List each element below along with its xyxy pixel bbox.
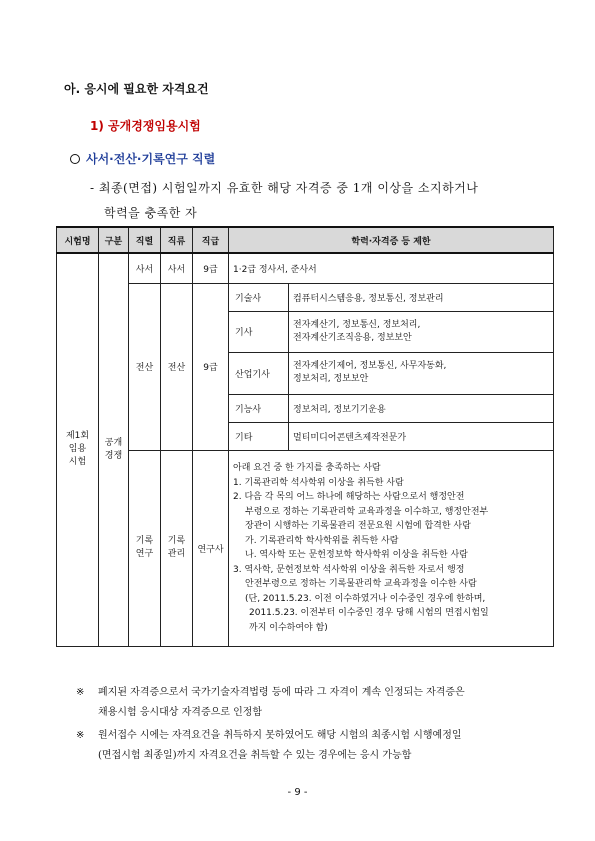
librarian-requirement: 1·2급 정사서, 준사서 [229, 253, 554, 283]
reference-mark-icon: ※ [76, 687, 85, 698]
circle-bullet-icon [70, 154, 80, 164]
section-heading: 아. 응시에 필요한 자격요건 [64, 82, 209, 96]
cert-line: 전자계산기조직응용, 정보보안 [293, 332, 412, 343]
header-category: 구분 [99, 227, 129, 253]
note-text: 폐지된 자격증으로서 국가기술자격법령 등에 따라 그 자격이 계속 인정되는 자격증은 [98, 687, 465, 698]
requirements-table [56, 226, 554, 647]
computing-series: 전산 [129, 283, 161, 450]
computing-label: 기타 [229, 422, 289, 450]
computing-grade: 9급 [193, 283, 229, 450]
computing-certs: 멀티미디어콘텐츠제작전문가 [289, 422, 554, 450]
computing-label: 기술사 [229, 283, 289, 311]
req-line: 까지 이수하여야 함) [249, 622, 328, 633]
series-heading-text: 사서·전산·기록연구 직렬 [86, 152, 216, 166]
records-type [161, 450, 193, 646]
category-line: 공개 [104, 437, 123, 448]
cert-line: 전자계산기, 정보통신, 정보처리, [293, 319, 421, 330]
header-grade: 직급 [193, 227, 229, 253]
librarian-grade: 9급 [193, 253, 229, 283]
note-text: 원서접수 시에는 자격요건을 취득하지 못하였어도 해당 시험의 최종시험 시행예정일 [98, 730, 462, 741]
table-row [57, 253, 554, 283]
category-line: 경쟁 [104, 450, 123, 461]
librarian-series: 사서 [129, 253, 161, 283]
table-row [57, 283, 554, 311]
note-2 [76, 726, 554, 766]
computing-type: 전산 [161, 283, 193, 450]
header-series: 직렬 [129, 227, 161, 253]
page-number: - 9 - [287, 787, 308, 798]
records-type-line: 관리 [167, 549, 186, 559]
records-series-line: 기록 [135, 536, 154, 546]
req-line: 아래 요건 중 한 가지를 충족하는 사람 [233, 463, 381, 473]
note-text: 채용시험 응시대상 자격증으로 인정함 [98, 707, 263, 718]
librarian-type: 사서 [161, 253, 193, 283]
note-1 [76, 683, 554, 723]
exam-name-line: 임용 [68, 444, 87, 455]
category-cell [99, 253, 129, 646]
req-line: 가. 기록관리학 학사학위를 취득한 사람 [245, 535, 399, 546]
req-line: 1. 기록관리학 석사학위 이상을 취득한 사람 [233, 477, 404, 488]
req-line: 2. 다음 각 목의 어느 하나에 해당하는 사람으로서 행정안전 [233, 492, 465, 502]
table-row [57, 450, 554, 646]
computing-certs [289, 311, 554, 352]
req-line: 3. 역사학, 문헌정보학 석사학위 이상을 취득한 자로서 행정 [233, 564, 465, 575]
records-type-line: 기록 [167, 536, 186, 546]
records-grade: 연구사 [193, 450, 229, 646]
note-text: (면접시험 최종일)까지 자격요건을 취득할 수 있는 경우에는 응시 가능함 [98, 750, 412, 761]
req-line: 장관이 시행하는 기록물관리 전문요원 시험에 합격한 사람 [245, 521, 471, 531]
exam-name-line: 제1회 [65, 431, 90, 442]
description-line-2: 학력을 충족한 자 [104, 206, 198, 220]
header-requirements: 학력·자격증 등 제한 [229, 227, 554, 253]
series-heading [70, 150, 215, 167]
computing-certs: 정보처리, 정보기기운용 [289, 394, 554, 422]
computing-label: 기사 [229, 311, 289, 352]
exam-name-cell [57, 253, 99, 646]
header-type: 직류 [161, 227, 193, 253]
exam-name-line: 시험 [68, 457, 87, 468]
req-line: 2011.5.23. 이전부터 이수중인 경우 당해 시험의 면접시험일 [249, 608, 489, 618]
req-line: 안전부령으로 정하는 기록물관리학 교육과정을 이수한 사람 [245, 579, 477, 589]
req-line: (단, 2011.5.23. 이전 이수하였거나 이수중인 경우에 한하며, [245, 593, 486, 604]
description-line-1: - 최종(면접) 시험일까지 유효한 해당 자격증 중 1개 이상을 소지하거나 [90, 181, 479, 195]
computing-label: 기능사 [229, 394, 289, 422]
req-line: 나. 역사학 또는 문헌정보학 학사학위 이상을 취득한 사람 [245, 550, 468, 560]
computing-certs [289, 352, 554, 394]
cert-line: 정보처리, 정보보안 [293, 374, 369, 384]
subsection-heading: 1) 공개경쟁임용시험 [90, 119, 201, 133]
header-exam: 시험명 [57, 227, 99, 253]
reference-mark-icon: ※ [76, 730, 85, 741]
table-header-row [57, 227, 554, 253]
records-series [129, 450, 161, 646]
records-requirements [229, 450, 554, 646]
req-line: 부령으로 정하는 기록관리학 교육과정을 이수하고, 행정안전부 [245, 506, 489, 517]
computing-label: 산업기사 [229, 352, 289, 394]
cert-line: 전자계산기제어, 정보통신, 사무자동화, [293, 361, 447, 371]
requirement-description [90, 176, 550, 226]
computing-certs: 컴퓨터시스템응용, 정보통신, 정보관리 [289, 283, 554, 311]
records-series-line: 연구 [135, 549, 154, 559]
